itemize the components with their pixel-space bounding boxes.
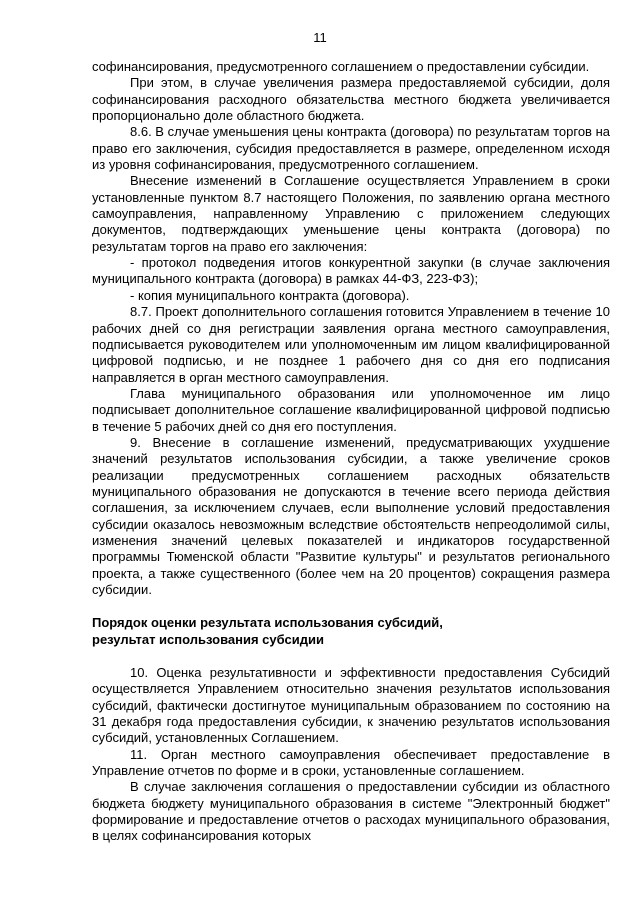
section-heading [92,615,610,648]
section-after-heading [92,665,610,845]
paragraph: софинансирования, предусмотренного соглашением о предоставлении субсидии. [92,59,590,74]
paragraph: - копия муниципального контракта (договора). [130,287,410,303]
heading-line-1: Порядок оценки результата использования субсидий, [92,615,443,631]
paragraph: 11. Орган местного самоуправления обеспечивает предоставление в Управление отчетов по форме и в сроки, установленные соглашением. [92,746,610,779]
paragraph: В случае заключения соглашения о предоставлении субсидии из областного бюджета бюджету муниципального образования в системе "Электронный бюджет" формирование и предоставление отчетов о расходах муниципального образования, в целях софинансирования которых [92,779,610,844]
paragraph: При этом, в случае увеличения размера предоставляемой субсидии, доля софинансирования расходного обязательства местного бюджета увеличивается пропорционально доле областного бюджета. [92,75,610,124]
paragraph: 8.6. В случае уменьшения цены контракта (договора) по результатам торгов на право его заключения, субсидия предоставляется в размере, определенном исходя из уровня софинансирования, предусмотренного соглашением. [92,124,610,173]
paragraph: Глава муниципального образования или уполномоченное им лицо подписывает дополнительное соглашение квалифицированной цифровой подписью в течение 5 рабочих дней со дня его поступления. [92,385,610,434]
heading-line-2: результат использования субсидии [92,631,324,647]
section-before-heading [92,59,610,598]
paragraph: 8.7. Проект дополнительного соглашения готовится Управлением в течение 10 рабочих дней со дня регистрации заявления органа местного самоуправления, подписывается руководителем или уполномоченным им лицом квалифицированной цифровой подписью, и не позднее 1 рабочего дня со дня его подписания направляется в орган местного самоуправления. [92,304,610,385]
paragraph: Внесение изменений в Соглашение осуществляется Управлением в сроки установленные пунктом 8.7 настоящего Положения, по заявлению органа местного самоуправления, направленному Управлению с приложением следующих документов, подтверждающих уменьшение цены контракта (договора) по результатам торгов на право его заключения: [92,173,610,254]
document-body [92,59,610,845]
paragraph: 10. Оценка результативности и эффективности предоставления Субсидий осуществляется Управлением относительно значения результатов использования субсидий, фактически достигнутое муниципальным образованием по состоянию на 31 декабря года предоставления субсидии, к значению результатов использования субсидий, установленных Соглашением. [92,665,610,746]
paragraph: 9. Внесение в соглашение изменений, предусматривающих ухудшение значений результатов использования субсидии, а также увеличение сроков реализации предусмотренных соглашением расходных обязательств муниципального образования не допускаются в течение всего периода действия соглашения, за исключением случаев, если выполнение условий предоставления субсидии оказалось невозможным вследствие обстоятельств непреодолимой силы, изменения значений целевых показателей и индикаторов государственной программы Тюменской области "Развитие культуры" и результатов регионального проекта, а также существенного (более чем на 20 процентов) сокращения размера субсидии. [92,434,610,597]
paragraph: - протокол подведения итогов конкурентной закупки (в случае заключения муниципального контракта (договора) в рамках 44-ФЗ, 223-ФЗ); [92,255,610,287]
page-number: 11 [313,30,327,45]
